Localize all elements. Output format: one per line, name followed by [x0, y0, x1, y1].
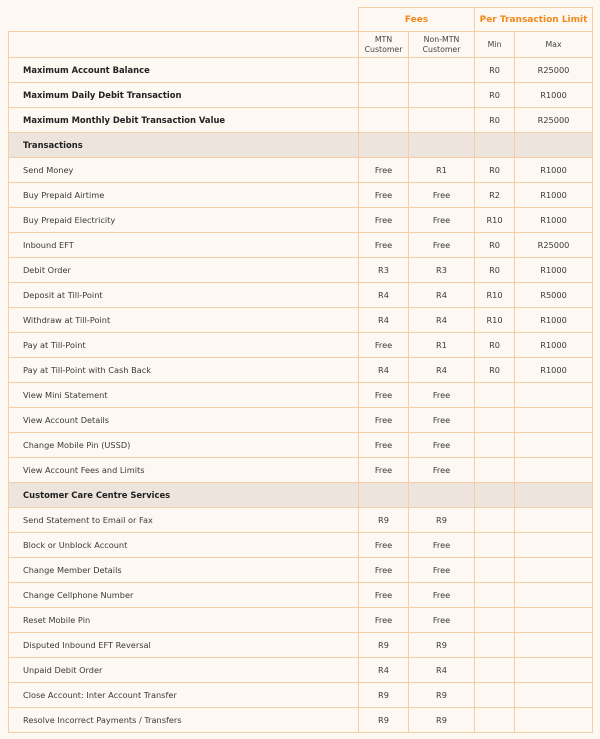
- table-row: [9, 58, 593, 83]
- table-row: [9, 433, 593, 458]
- mtn-fee: Free: [359, 433, 409, 458]
- table-row: [9, 158, 593, 183]
- min-limit: R2: [475, 183, 515, 208]
- min-limit: [475, 608, 515, 633]
- mtn-fee: [359, 108, 409, 133]
- row-label: Change Cellphone Number: [9, 583, 359, 608]
- max-limit: R5000: [515, 283, 593, 308]
- min-limit: R0: [475, 83, 515, 108]
- section-cell: [359, 133, 409, 158]
- mtn-fee: R4: [359, 358, 409, 383]
- mtn-fee: Free: [359, 608, 409, 633]
- min-limit: R0: [475, 358, 515, 383]
- mtn-fee: R9: [359, 633, 409, 658]
- min-limit: [475, 508, 515, 533]
- non-mtn-fee: Free: [409, 383, 475, 408]
- max-limit: R1000: [515, 358, 593, 383]
- row-label: Unpaid Debit Order: [9, 658, 359, 683]
- max-limit: R1000: [515, 183, 593, 208]
- section-title: Transactions: [9, 133, 359, 158]
- table-body: [9, 58, 593, 733]
- non-mtn-fee: Free: [409, 408, 475, 433]
- row-label: Pay at Till-Point with Cash Back: [9, 358, 359, 383]
- mtn-fee: Free: [359, 558, 409, 583]
- non-mtn-fee: R9: [409, 633, 475, 658]
- table-row: [9, 458, 593, 483]
- fees-header: Fees: [359, 8, 475, 32]
- mtn-fee: Free: [359, 333, 409, 358]
- min-limit: [475, 658, 515, 683]
- row-label: Reset Mobile Pin: [9, 608, 359, 633]
- row-label: Maximum Account Balance: [9, 58, 359, 83]
- row-label: Deposit at Till-Point: [9, 283, 359, 308]
- non-mtn-fee: [409, 58, 475, 83]
- max-limit: R1000: [515, 158, 593, 183]
- max-header: Max: [515, 32, 593, 58]
- table-row: [9, 308, 593, 333]
- max-limit: R1000: [515, 333, 593, 358]
- max-limit: [515, 658, 593, 683]
- row-label: Pay at Till-Point: [9, 333, 359, 358]
- row-label: View Account Details: [9, 408, 359, 433]
- max-limit: [515, 708, 593, 733]
- non-mtn-fee: Free: [409, 233, 475, 258]
- row-label: Maximum Daily Debit Transaction: [9, 83, 359, 108]
- section-transactions: [9, 133, 593, 158]
- min-limit: R0: [475, 333, 515, 358]
- row-label: Send Statement to Email or Fax: [9, 508, 359, 533]
- non-mtn-fee: Free: [409, 458, 475, 483]
- mtn-fee: Free: [359, 583, 409, 608]
- non-mtn-fee: Free: [409, 558, 475, 583]
- min-limit: R10: [475, 208, 515, 233]
- row-label: Withdraw at Till-Point: [9, 308, 359, 333]
- section-cell: [475, 483, 515, 508]
- table-row: [9, 258, 593, 283]
- max-limit: R1000: [515, 308, 593, 333]
- min-limit: [475, 383, 515, 408]
- mtn-fee: Free: [359, 533, 409, 558]
- table-row: [9, 583, 593, 608]
- mtn-fee: Free: [359, 408, 409, 433]
- max-limit: [515, 383, 593, 408]
- table-row: [9, 283, 593, 308]
- row-label: Disputed Inbound EFT Reversal: [9, 633, 359, 658]
- min-limit: R0: [475, 58, 515, 83]
- mtn-fee: R9: [359, 508, 409, 533]
- max-limit: [515, 408, 593, 433]
- table-row: [9, 533, 593, 558]
- mtn-fee: R9: [359, 708, 409, 733]
- mtn-fee: [359, 83, 409, 108]
- min-limit: R0: [475, 158, 515, 183]
- mtn-header: MTN Customer: [359, 32, 409, 58]
- mtn-fee: R9: [359, 683, 409, 708]
- table-row: [9, 358, 593, 383]
- table-row: [9, 83, 593, 108]
- non-mtn-header: Non-MTN Customer: [409, 32, 475, 58]
- non-mtn-fee: R1: [409, 158, 475, 183]
- max-limit: R25000: [515, 108, 593, 133]
- row-label: Change Member Details: [9, 558, 359, 583]
- row-label: Send Money: [9, 158, 359, 183]
- fees-table: [8, 7, 593, 733]
- table-row: [9, 558, 593, 583]
- min-limit: [475, 433, 515, 458]
- limit-header: Per Transaction Limit: [475, 8, 593, 32]
- min-header: Min: [475, 32, 515, 58]
- min-limit: [475, 683, 515, 708]
- table-row: [9, 508, 593, 533]
- section-cell: [409, 133, 475, 158]
- max-limit: [515, 558, 593, 583]
- max-limit: [515, 433, 593, 458]
- table-row: [9, 683, 593, 708]
- non-mtn-fee: R4: [409, 358, 475, 383]
- min-limit: [475, 708, 515, 733]
- row-label: View Account Fees and Limits: [9, 458, 359, 483]
- table-row: [9, 108, 593, 133]
- max-limit: R1000: [515, 208, 593, 233]
- min-limit: R0: [475, 258, 515, 283]
- non-mtn-fee: Free: [409, 533, 475, 558]
- non-mtn-fee: R9: [409, 508, 475, 533]
- mtn-fee: R4: [359, 308, 409, 333]
- row-label: Resolve Incorrect Payments / Transfers: [9, 708, 359, 733]
- non-mtn-fee: Free: [409, 183, 475, 208]
- section-customer-care: [9, 483, 593, 508]
- row-label: Buy Prepaid Airtime: [9, 183, 359, 208]
- non-mtn-fee: R4: [409, 658, 475, 683]
- min-limit: R0: [475, 233, 515, 258]
- min-limit: [475, 633, 515, 658]
- max-limit: R1000: [515, 83, 593, 108]
- table-row: [9, 408, 593, 433]
- max-limit: [515, 508, 593, 533]
- max-limit: [515, 608, 593, 633]
- row-label: Inbound EFT: [9, 233, 359, 258]
- max-limit: R25000: [515, 58, 593, 83]
- table-row: [9, 708, 593, 733]
- max-limit: [515, 683, 593, 708]
- non-mtn-fee: [409, 108, 475, 133]
- row-label: Close Account: Inter Account Transfer: [9, 683, 359, 708]
- non-mtn-fee: Free: [409, 208, 475, 233]
- table-row: [9, 183, 593, 208]
- non-mtn-fee: R9: [409, 683, 475, 708]
- min-limit: [475, 458, 515, 483]
- non-mtn-fee: [409, 83, 475, 108]
- section-cell: [409, 483, 475, 508]
- section-cell: [475, 133, 515, 158]
- min-limit: R10: [475, 283, 515, 308]
- min-limit: [475, 533, 515, 558]
- table-row: [9, 208, 593, 233]
- header-blank: [9, 8, 359, 32]
- mtn-fee: R3: [359, 258, 409, 283]
- non-mtn-fee: R3: [409, 258, 475, 283]
- mtn-fee: Free: [359, 383, 409, 408]
- max-limit: R25000: [515, 233, 593, 258]
- table-row: [9, 658, 593, 683]
- table-row: [9, 383, 593, 408]
- mtn-fee: Free: [359, 183, 409, 208]
- max-limit: R1000: [515, 258, 593, 283]
- row-label: Block or Unblock Account: [9, 533, 359, 558]
- mtn-fee: Free: [359, 208, 409, 233]
- row-label: View Mini Statement: [9, 383, 359, 408]
- row-label: Maximum Monthly Debit Transaction Value: [9, 108, 359, 133]
- table-row: [9, 333, 593, 358]
- table-row: [9, 633, 593, 658]
- mtn-fee: R4: [359, 658, 409, 683]
- non-mtn-fee: R4: [409, 308, 475, 333]
- min-limit: R0: [475, 108, 515, 133]
- non-mtn-fee: Free: [409, 583, 475, 608]
- header-blank-2: [9, 32, 359, 58]
- non-mtn-fee: Free: [409, 608, 475, 633]
- min-limit: [475, 408, 515, 433]
- mtn-fee: Free: [359, 158, 409, 183]
- row-label: Debit Order: [9, 258, 359, 283]
- mtn-fee: Free: [359, 458, 409, 483]
- max-limit: [515, 583, 593, 608]
- table-row: [9, 233, 593, 258]
- mtn-fee: [359, 58, 409, 83]
- row-label: Change Mobile Pin (USSD): [9, 433, 359, 458]
- min-limit: [475, 583, 515, 608]
- max-limit: [515, 458, 593, 483]
- min-limit: R10: [475, 308, 515, 333]
- section-cell: [359, 483, 409, 508]
- mtn-fee: Free: [359, 233, 409, 258]
- section-cell: [515, 133, 593, 158]
- min-limit: [475, 558, 515, 583]
- non-mtn-fee: R1: [409, 333, 475, 358]
- non-mtn-fee: R4: [409, 283, 475, 308]
- section-title: Customer Care Centre Services: [9, 483, 359, 508]
- max-limit: [515, 633, 593, 658]
- mtn-fee: R4: [359, 283, 409, 308]
- non-mtn-fee: Free: [409, 433, 475, 458]
- row-label: Buy Prepaid Electricity: [9, 208, 359, 233]
- non-mtn-fee: R9: [409, 708, 475, 733]
- table-row: [9, 608, 593, 633]
- section-cell: [515, 483, 593, 508]
- max-limit: [515, 533, 593, 558]
